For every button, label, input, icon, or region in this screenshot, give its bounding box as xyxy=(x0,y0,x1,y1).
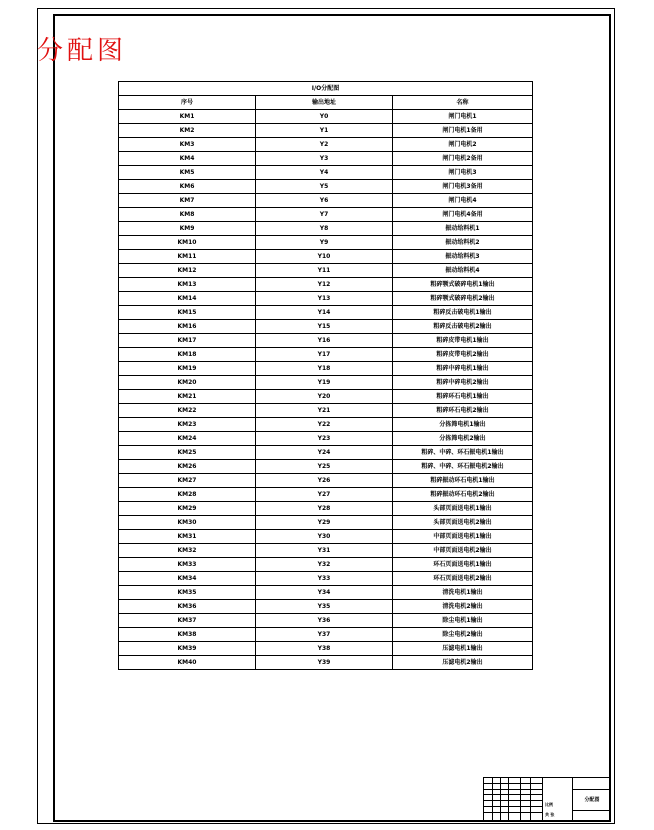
row-number-cell: KM36 xyxy=(119,600,256,614)
table-header-row xyxy=(119,96,533,110)
table-row xyxy=(119,208,533,222)
output-address-cell: Y6 xyxy=(256,194,393,208)
output-address-cell: Y4 xyxy=(256,166,393,180)
row-number-cell: KM5 xyxy=(119,166,256,180)
output-address-cell: Y2 xyxy=(256,138,393,152)
row-number-cell: KM7 xyxy=(119,194,256,208)
table-row xyxy=(119,530,533,544)
name-cell: 分拣筛电机2输出 xyxy=(393,432,533,446)
output-address-cell: Y17 xyxy=(256,348,393,362)
output-address-cell: Y37 xyxy=(256,628,393,642)
table-row xyxy=(119,110,533,124)
column-header: 序号 xyxy=(119,96,256,110)
table-row xyxy=(119,642,533,656)
row-number-cell: KM26 xyxy=(119,460,256,474)
table-row xyxy=(119,180,533,194)
row-number-cell: KM19 xyxy=(119,362,256,376)
io-allocation-table xyxy=(118,81,533,670)
output-address-cell: Y38 xyxy=(256,642,393,656)
row-number-cell: KM22 xyxy=(119,404,256,418)
row-number-cell: KM11 xyxy=(119,250,256,264)
row-number-cell: KM25 xyxy=(119,446,256,460)
name-cell: 粗碎环石电机2输出 xyxy=(393,404,533,418)
name-cell: 粗碎皮带电机2输出 xyxy=(393,348,533,362)
output-address-cell: Y28 xyxy=(256,502,393,516)
name-cell: 粗碎环石电机1输出 xyxy=(393,390,533,404)
name-cell: 粗碎反击破电机2输出 xyxy=(393,320,533,334)
row-number-cell: KM16 xyxy=(119,320,256,334)
table-row xyxy=(119,124,533,138)
name-cell: 粗碎颚式破碎电机1输出 xyxy=(393,278,533,292)
output-address-cell: Y23 xyxy=(256,432,393,446)
name-cell: 闸门电机2 xyxy=(393,138,533,152)
row-number-cell: KM21 xyxy=(119,390,256,404)
row-number-cell: KM6 xyxy=(119,180,256,194)
table-row xyxy=(119,236,533,250)
table-row xyxy=(119,166,533,180)
row-number-cell: KM38 xyxy=(119,628,256,642)
table-row xyxy=(119,460,533,474)
row-number-cell: KM34 xyxy=(119,572,256,586)
table-row xyxy=(119,656,533,670)
row-number-cell: KM13 xyxy=(119,278,256,292)
row-number-cell: KM14 xyxy=(119,292,256,306)
table-row xyxy=(119,152,533,166)
table-body xyxy=(119,110,533,670)
table-row xyxy=(119,446,533,460)
sheet-label: 共 张 xyxy=(545,812,555,817)
name-cell: 粗碎反击破电机1输出 xyxy=(393,306,533,320)
output-address-cell: Y8 xyxy=(256,222,393,236)
name-cell: 中部页面送电机2输出 xyxy=(393,544,533,558)
output-address-cell: Y19 xyxy=(256,376,393,390)
row-number-cell: KM24 xyxy=(119,432,256,446)
scale-label: 比例 xyxy=(545,802,553,807)
title-block-revision-grid xyxy=(484,778,542,821)
output-address-cell: Y1 xyxy=(256,124,393,138)
name-cell: 粗碎、中碎、环石振电机1输出 xyxy=(393,446,533,460)
row-number-cell: KM8 xyxy=(119,208,256,222)
output-address-cell: Y9 xyxy=(256,236,393,250)
column-header: 输出地址 xyxy=(256,96,393,110)
output-address-cell: Y13 xyxy=(256,292,393,306)
row-number-cell: KM4 xyxy=(119,152,256,166)
output-address-cell: Y35 xyxy=(256,600,393,614)
row-number-cell: KM30 xyxy=(119,516,256,530)
output-address-cell: Y39 xyxy=(256,656,393,670)
row-number-cell: KM15 xyxy=(119,306,256,320)
name-cell: 粗碎振动环石电机2输出 xyxy=(393,488,533,502)
row-number-cell: KM23 xyxy=(119,418,256,432)
output-address-cell: Y24 xyxy=(256,446,393,460)
row-number-cell: KM32 xyxy=(119,544,256,558)
name-cell: 除尘电机1输出 xyxy=(393,614,533,628)
output-address-cell: Y15 xyxy=(256,320,393,334)
output-address-cell: Y11 xyxy=(256,264,393,278)
output-address-cell: Y25 xyxy=(256,460,393,474)
output-address-cell: Y29 xyxy=(256,516,393,530)
row-number-cell: KM18 xyxy=(119,348,256,362)
table-row xyxy=(119,250,533,264)
row-number-cell: KM3 xyxy=(119,138,256,152)
name-cell: 清洗电机2输出 xyxy=(393,600,533,614)
output-address-cell: Y21 xyxy=(256,404,393,418)
title-block-middle xyxy=(542,778,573,821)
name-cell: 头部页面送电机1输出 xyxy=(393,502,533,516)
table-row xyxy=(119,278,533,292)
output-address-cell: Y16 xyxy=(256,334,393,348)
output-address-cell: Y5 xyxy=(256,180,393,194)
table-row xyxy=(119,362,533,376)
table-row xyxy=(119,194,533,208)
row-number-cell: KM31 xyxy=(119,530,256,544)
output-address-cell: Y14 xyxy=(256,306,393,320)
table-row xyxy=(119,376,533,390)
output-address-cell: Y12 xyxy=(256,278,393,292)
output-address-cell: Y33 xyxy=(256,572,393,586)
output-address-cell: Y18 xyxy=(256,362,393,376)
table-row xyxy=(119,418,533,432)
row-number-cell: KM20 xyxy=(119,376,256,390)
name-cell: 闸门电机2备用 xyxy=(393,152,533,166)
output-address-cell: Y3 xyxy=(256,152,393,166)
name-cell: 粗碎中碎电机1输出 xyxy=(393,362,533,376)
name-cell: 环石页面送电机1输出 xyxy=(393,558,533,572)
row-number-cell: KM33 xyxy=(119,558,256,572)
title-block-right xyxy=(572,778,611,821)
name-cell: 闸门电机4备用 xyxy=(393,208,533,222)
table-row xyxy=(119,334,533,348)
row-number-cell: KM10 xyxy=(119,236,256,250)
table-row xyxy=(119,264,533,278)
name-cell: 分拣筛电机1输出 xyxy=(393,418,533,432)
row-number-cell: KM39 xyxy=(119,642,256,656)
name-cell: 压滤电机1输出 xyxy=(393,642,533,656)
title-block xyxy=(483,777,610,822)
name-cell: 振动给料机1 xyxy=(393,222,533,236)
output-address-cell: Y7 xyxy=(256,208,393,222)
table-row xyxy=(119,544,533,558)
name-cell: 压滤电机2输出 xyxy=(393,656,533,670)
table-row xyxy=(119,404,533,418)
row-number-cell: KM12 xyxy=(119,264,256,278)
page-title: 分配图 xyxy=(37,36,128,66)
name-cell: 环石页面送电机2输出 xyxy=(393,572,533,586)
table-row xyxy=(119,628,533,642)
table-row xyxy=(119,516,533,530)
name-cell: 粗碎、中碎、环石振电机2输出 xyxy=(393,460,533,474)
table-row xyxy=(119,348,533,362)
row-number-cell: KM29 xyxy=(119,502,256,516)
row-number-cell: KM40 xyxy=(119,656,256,670)
row-number-cell: KM27 xyxy=(119,474,256,488)
name-cell: 中部页面送电机1输出 xyxy=(393,530,533,544)
name-cell: 粗碎颚式破碎电机2输出 xyxy=(393,292,533,306)
table-row xyxy=(119,614,533,628)
output-address-cell: Y20 xyxy=(256,390,393,404)
row-number-cell: KM17 xyxy=(119,334,256,348)
name-cell: 清洗电机1输出 xyxy=(393,586,533,600)
table-row xyxy=(119,432,533,446)
output-address-cell: Y22 xyxy=(256,418,393,432)
row-number-cell: KM1 xyxy=(119,110,256,124)
name-cell: 粗碎振动环石电机1输出 xyxy=(393,474,533,488)
table-row xyxy=(119,138,533,152)
table-row xyxy=(119,292,533,306)
name-cell: 粗碎中碎电机2输出 xyxy=(393,376,533,390)
table-row xyxy=(119,502,533,516)
output-address-cell: Y34 xyxy=(256,586,393,600)
table-row xyxy=(119,390,533,404)
table-row xyxy=(119,474,533,488)
name-cell: 振动给料机4 xyxy=(393,264,533,278)
output-address-cell: Y30 xyxy=(256,530,393,544)
name-cell: 头部页面送电机2输出 xyxy=(393,516,533,530)
output-address-cell: Y27 xyxy=(256,488,393,502)
name-cell: 闸门电机1备用 xyxy=(393,124,533,138)
row-number-cell: KM35 xyxy=(119,586,256,600)
table-caption: I/O分配图 xyxy=(119,82,533,96)
output-address-cell: Y32 xyxy=(256,558,393,572)
row-number-cell: KM2 xyxy=(119,124,256,138)
row-number-cell: KM9 xyxy=(119,222,256,236)
table-row xyxy=(119,222,533,236)
table-row xyxy=(119,306,533,320)
name-cell: 振动给料机3 xyxy=(393,250,533,264)
name-cell: 除尘电机2输出 xyxy=(393,628,533,642)
table-row xyxy=(119,572,533,586)
table-row xyxy=(119,320,533,334)
row-number-cell: KM37 xyxy=(119,614,256,628)
name-cell: 闸门电机4 xyxy=(393,194,533,208)
table-row xyxy=(119,488,533,502)
output-address-cell: Y0 xyxy=(256,110,393,124)
name-cell: 闸门电机3备用 xyxy=(393,180,533,194)
output-address-cell: Y26 xyxy=(256,474,393,488)
output-address-cell: Y36 xyxy=(256,614,393,628)
output-address-cell: Y10 xyxy=(256,250,393,264)
column-header: 名称 xyxy=(393,96,533,110)
row-number-cell: KM28 xyxy=(119,488,256,502)
name-cell: 闸门电机3 xyxy=(393,166,533,180)
name-cell: 振动给料机2 xyxy=(393,236,533,250)
table-row xyxy=(119,586,533,600)
table-row xyxy=(119,558,533,572)
name-cell: 闸门电机1 xyxy=(393,110,533,124)
output-address-cell: Y31 xyxy=(256,544,393,558)
table-row xyxy=(119,600,533,614)
drawing-name: 分配图 xyxy=(584,797,600,803)
name-cell: 粗碎皮带电机1输出 xyxy=(393,334,533,348)
